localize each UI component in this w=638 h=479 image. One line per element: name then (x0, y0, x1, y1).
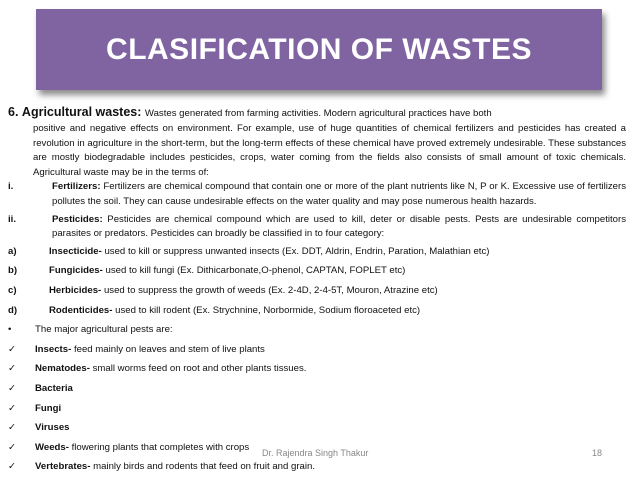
subitem-marker: c) (8, 284, 17, 296)
subitem-marker: a) (8, 245, 17, 257)
section-description: Wastes generated from farming activities. Modern agricultural practices have both (144, 108, 492, 119)
subitem-label: Herbicides- (49, 284, 102, 296)
item-marker: ii. (8, 213, 16, 225)
checkmark-icon: ✓ (8, 402, 17, 414)
checkmark-icon: ✓ (8, 382, 17, 394)
list-item (8, 180, 626, 209)
pest-label: Viruses (35, 422, 70, 434)
checkmark-icon: ✓ (8, 422, 17, 434)
pest-text: feed mainly on leaves and stem of live plants (73, 343, 265, 355)
list-item (8, 213, 626, 242)
section-heading (8, 104, 626, 122)
subitem-marker: b) (8, 265, 18, 277)
subitem-marker: d) (8, 304, 18, 316)
pest-item (8, 359, 626, 379)
item-marker: i. (8, 181, 14, 193)
pest-label: Vertebrates- (35, 461, 91, 473)
subitem (8, 242, 626, 262)
bullet-icon: • (8, 324, 12, 336)
pest-item (8, 340, 626, 360)
subitem (8, 261, 626, 281)
subitem-label: Fungicides- (49, 265, 103, 277)
pest-text: small worms feed on root and other plants tissues. (92, 363, 307, 375)
pest-item (8, 457, 626, 477)
subitem-text: used to kill or suppress unwanted insects (Ex. DDT, Aldrin, Endrin, Paration, Malathian etc) (104, 245, 490, 257)
slide-title: CLASIFICATION OF WASTES (106, 32, 532, 66)
title-banner (36, 9, 602, 90)
subitem (8, 281, 626, 301)
section-label: Agricultural wastes: (21, 105, 142, 119)
intro-paragraph: positive and negative effects on environment. For example, use of huge quantities of chemical fertilizers and pesticides has created a revolution in agriculture in the short-term, but the long-term effects of these chemical have proved extremely undesirable. These substances are mostly biodegradable includes pesticides, crops, water coming from the fields also consists of small amount of toxic chemicals. Agricultural waste may be in the terms of: (33, 123, 626, 178)
subitem-label: Insecticide- (49, 245, 102, 257)
subitem-text: used to kill rodent (Ex. Strychnine, Norbormide, Sodium floroaceted etc) (115, 304, 421, 316)
pests-intro-text: The major agricultural pests are: (35, 324, 173, 336)
pest-label: Bacteria (35, 382, 73, 394)
pest-label: Insects- (35, 343, 72, 355)
pest-item (8, 399, 626, 419)
pest-text: mainly birds and rodents that feed on fruit and grain. (93, 461, 315, 473)
pest-text: flowering plants that completes with crops (71, 441, 250, 453)
pests-intro (8, 320, 626, 340)
pest-label: Nematodes- (35, 363, 90, 375)
page-number: 18 (592, 448, 603, 458)
pest-item (8, 418, 626, 438)
checkmark-icon: ✓ (8, 343, 17, 355)
section-number: 6. (8, 105, 19, 119)
pest-item (8, 379, 626, 399)
item-text: Fertilizers are chemical compound that contain one or more of the plant nutrients like N, P or K. Excessive use of fertilizers pollutes the soil. They can cause undesirable effects on the water quality and may pose numerous health hazards. (52, 181, 627, 207)
pest-label: Weeds- (35, 441, 69, 453)
subitem-label: Rodenticides- (49, 304, 113, 316)
checkmark-icon: ✓ (8, 461, 17, 473)
item-label: Fertilizers: (52, 181, 101, 193)
item-text: Pesticides are chemical compound which are used to kill, deter or disable pests. Pests are undesirable competitors parasites or predators. Pesticides can broadly be classified in to four category: (52, 213, 626, 240)
pest-label: Fungi (35, 402, 62, 414)
subitem-text: used to suppress the growth of weeds (Ex. 2-4D, 2-4-5T, Mouron, Atrazine etc) (103, 284, 438, 296)
item-label: Pesticides: (52, 213, 103, 225)
footer-author: Dr. Rajendra Singh Thakur (262, 448, 369, 458)
checkmark-icon: ✓ (8, 363, 17, 375)
subitem-text: used to kill fungi (Ex. Dithicarbonate,O-phenol, CAPTAN, FOPLET etc) (105, 265, 406, 277)
subitem (8, 301, 626, 321)
slide-content (8, 104, 626, 477)
checkmark-icon: ✓ (8, 441, 17, 453)
